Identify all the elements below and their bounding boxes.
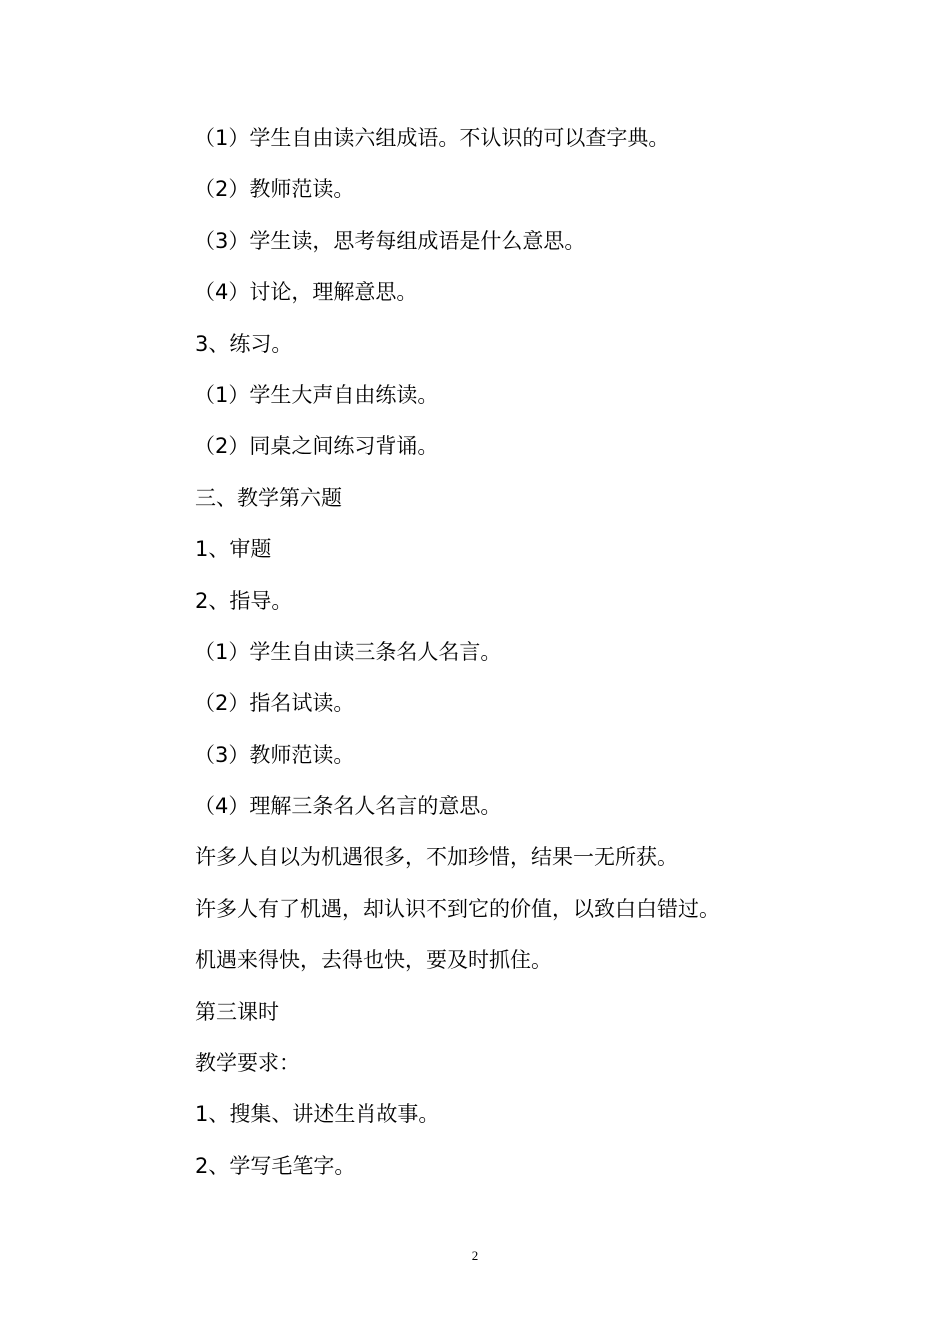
section-heading: 三、教学第六题 bbox=[195, 485, 342, 510]
text-line: （1）学生自由读六组成语。不认识的可以查字典。 bbox=[194, 126, 670, 150]
text-line: 2、学写毛笔字。 bbox=[195, 1153, 356, 1178]
text-line: 教学要求： bbox=[195, 1051, 300, 1076]
quote-line: 许多人有了机遇，却认识不到它的价值，以致白白错过。 bbox=[195, 896, 720, 921]
text-line: （2）同桌之间练习背诵。 bbox=[194, 434, 439, 459]
quote-line: 许多人自以为机遇很多，不加珍惜，结果一无所获。 bbox=[195, 845, 678, 870]
document-body bbox=[195, 118, 835, 1197]
page-number: 2 bbox=[471, 1248, 479, 1263]
text-line: 3、练习。 bbox=[195, 331, 293, 356]
text-line: 1、审题 bbox=[195, 537, 272, 562]
text-line: （4）理解三条名人名言的意思。 bbox=[194, 794, 502, 819]
text-line: （2）指名试读。 bbox=[194, 691, 355, 716]
text-line: （1）学生大声自由练读。 bbox=[194, 382, 439, 407]
text-line: （1）学生自由读三条名人名言。 bbox=[194, 639, 502, 664]
text-line: （2）教师范读。 bbox=[194, 177, 355, 202]
text-line: （3）教师范读。 bbox=[194, 742, 355, 767]
text-line: 2、指导。 bbox=[195, 588, 293, 613]
quote-line: 机遇来得快，去得也快，要及时抓住。 bbox=[195, 948, 552, 973]
text-line: （4）讨论，理解意思。 bbox=[194, 280, 418, 305]
text-line: 1、搜集、讲述生肖故事。 bbox=[195, 1102, 440, 1127]
text-line: （3）学生读，思考每组成语是什么意思。 bbox=[194, 228, 586, 253]
section-heading: 第三课时 bbox=[195, 999, 279, 1024]
